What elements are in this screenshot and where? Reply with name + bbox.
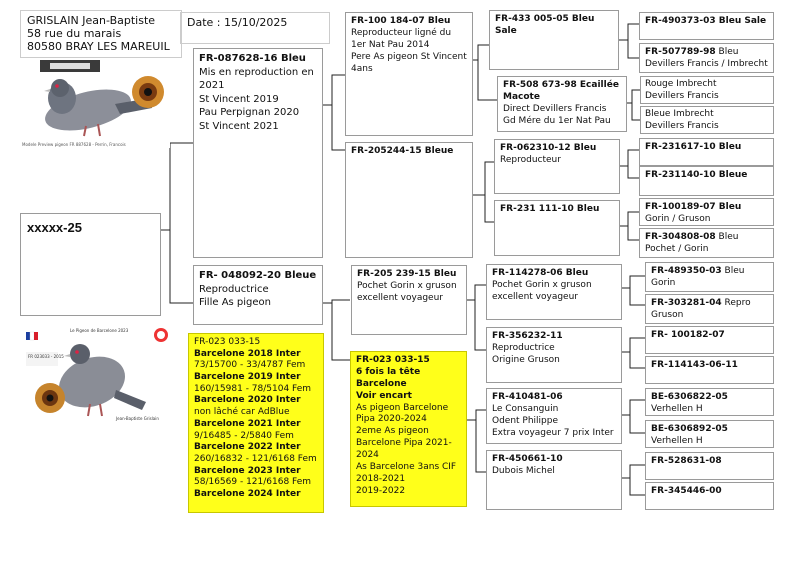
granddam-paternal-box: [345, 142, 473, 258]
g4-line2: Pochet / Gorin: [645, 243, 709, 254]
g4-box: [639, 138, 774, 166]
dds-line: Le Consanguin: [492, 403, 559, 414]
grandsire-paternal-box: [345, 12, 473, 136]
g4-line2: Devillers Francis: [645, 120, 719, 131]
sire-line: St Vincent 2021: [199, 120, 279, 132]
g4-ring: FR-345446-00: [651, 486, 722, 496]
g4-ring: FR-114143-06-11: [651, 360, 738, 370]
sire-line: St Vincent 2019: [199, 93, 279, 105]
g4-line2: Gorin / Gruson: [645, 213, 711, 224]
pigeon-photo-top: [20, 58, 170, 148]
g4-rest: Rouge Imbrecht: [645, 79, 717, 89]
g4-line2: Devillers Francis / Imbrecht: [645, 58, 768, 69]
g4-rest: Bleue Imbrecht: [645, 109, 714, 119]
dam-line: Fille As pigeon: [199, 297, 272, 308]
dam-results-ring: FR-023 033-15: [194, 337, 261, 347]
dds-line: Extra voyageur 7 prix Inter: [492, 427, 614, 438]
dss-line: excellent voyageur: [492, 291, 578, 302]
dd-line: As pigeon Barcelone Pipa 2020-2024: [356, 402, 449, 425]
g4-ring: FR- 100182-07: [651, 330, 725, 340]
dd-line: As Barcelone 3ans CIF 2018-2021: [356, 461, 457, 484]
ddd-line: Dubois Michel: [492, 465, 555, 476]
g4-ring: BE-6306822-05: [651, 392, 728, 402]
result-line: 58/16569 - 121/6168 Fem: [194, 477, 312, 488]
dds-ring: FR-410481-06: [492, 392, 563, 402]
sire-box: [193, 48, 323, 258]
g4-box: [639, 198, 774, 226]
g4-box: [639, 12, 774, 40]
owner-name: GRISLAIN Jean-Baptiste: [27, 14, 156, 27]
g4-rest: Bleu: [715, 47, 739, 57]
ds-line: excellent voyageur: [357, 292, 443, 303]
result-line: 260/16832 - 121/6168 Fem: [194, 453, 317, 464]
g4-box: [645, 482, 774, 510]
sds-line: Reproducteur: [500, 154, 561, 165]
g4-rest: Verhellen H: [651, 435, 703, 446]
result-line: Barcelone 2022 Inter: [194, 442, 301, 453]
result-line: non lâché car AdBlue: [194, 407, 290, 418]
g4-ring: FR-489350-03: [651, 266, 722, 276]
sdd-ring: FR-231 111-10 Bleu: [500, 204, 600, 214]
owner-block: [20, 10, 182, 58]
ssd-line: Gd Mére du 1er Nat Pau: [503, 115, 611, 126]
sire-line: Mis en reproduction en 2021: [199, 66, 314, 91]
g4-box: [645, 452, 774, 480]
g4-box: [640, 106, 774, 134]
g4-box: [639, 43, 774, 73]
ssd-ring: FR-508 673-98 Ecaillée Macote: [503, 80, 619, 102]
g4-box: [645, 294, 774, 324]
g4-box: [645, 262, 774, 292]
g4-ring: FR-231140-10 Bleue: [645, 170, 748, 180]
g3-sss-box: [489, 10, 619, 70]
g4-ring: FR-100189-07 Bleu: [645, 202, 742, 212]
photo-top-caption: Modele Preview pigeon FR 887628 - Perrin, Francois: [22, 142, 126, 147]
g4-rest: Verhellen H: [651, 403, 703, 414]
photo-bottom-ring: FR 023033 - 2015: [28, 354, 64, 359]
dam-results-box: [188, 333, 324, 513]
grandsire-maternal-box: [351, 265, 467, 335]
ss-ring: FR-100 184-07 Bleu: [351, 16, 451, 26]
dam-ring: FR- 048092-20 Bleue: [199, 270, 317, 281]
ss-line: Reproducteur ligné du 1er Nat Pau 2014: [351, 27, 452, 50]
g4-box: [645, 326, 774, 354]
dd-line: 2019-2022: [356, 485, 406, 496]
sds-ring: FR-062310-12 Bleu: [500, 143, 597, 153]
result-line: 9/16485 - 2/5840 Fem: [194, 430, 294, 441]
sss-ring: FR-433 005-05 Bleu Sale: [495, 14, 595, 36]
g4-ring: FR-507789-98: [645, 47, 716, 57]
g4-box: [645, 356, 774, 384]
dam-line: Reproductrice: [199, 283, 269, 295]
g4-ring: FR-304808-08: [645, 232, 716, 242]
g3-sds-box: [494, 139, 620, 194]
result-line: Barcelone 2024 Inter: [194, 488, 301, 499]
owner-city: 80580 BRAY LES MAREUIL: [27, 40, 170, 54]
g4-box: [645, 420, 774, 448]
g4-rest: Repro Gruson: [651, 298, 751, 320]
dd-bold-line: 6 fois la tête Barcelone: [356, 366, 421, 389]
ds-ring: FR-205 239-15 Bleu: [357, 269, 457, 279]
result-line: Barcelone 2020 Inter: [194, 395, 301, 406]
dd-bold-line: Voir encart: [356, 390, 412, 401]
g4-box: [639, 166, 774, 196]
sire-ring: FR-087628-16 Bleu: [199, 53, 306, 64]
g3-dss-box: [486, 264, 622, 320]
result-line: Barcelone 2018 Inter: [194, 348, 301, 359]
date-box: [180, 12, 330, 44]
photo-bottom-caption: Jean-Baptiste Grislain: [116, 416, 159, 421]
result-line: Barcelone 2021 Inter: [194, 418, 301, 429]
result-line: Barcelone 2023 Inter: [194, 465, 301, 476]
ssd-line: Direct Devillers Francis: [503, 103, 607, 114]
g4-line2: Devillers Francis: [645, 90, 719, 101]
g3-sdd-box: [494, 200, 620, 256]
sd-ring: FR-205244-15 Bleue: [351, 146, 454, 156]
owner-street: 58 rue du marais: [27, 27, 122, 41]
result-line: Barcelone 2019 Inter: [194, 372, 301, 383]
g3-dds-box: [486, 388, 622, 444]
dd-line: 2eme As pigeon Barcelone Pipa 2021-2024: [356, 426, 452, 460]
dss-line: Pochet Gorin x gruson: [492, 279, 592, 290]
g4-box: [639, 228, 774, 258]
sire-line: Pau Perpignan 2020: [199, 107, 300, 118]
result-line: 160/15981 - 78/5104 Fem: [194, 383, 312, 394]
dss-ring: FR-114278-06 Bleu: [492, 268, 589, 278]
ddd-ring: FR-450661-10: [492, 454, 563, 464]
subject-ring: xxxxx-25: [27, 220, 82, 235]
g4-ring: FR-231617-10 Bleu: [645, 142, 742, 152]
g3-dsd-box: [486, 327, 622, 383]
dsd-line: Reproductrice: [492, 342, 555, 353]
g4-rest: Bleu: [715, 232, 739, 242]
g3-ddd-box: [486, 450, 622, 510]
granddam-maternal-box: [350, 351, 467, 507]
dsd-ring: FR-356232-11: [492, 331, 563, 341]
dsd-line: Origine Gruson: [492, 354, 560, 365]
pigeon-photo-bottom: [20, 322, 180, 430]
g4-rest: Bleu Gorin: [651, 266, 745, 288]
g4-ring: BE-6306892-05: [651, 424, 728, 434]
dd-ring: FR-023 033-15: [356, 355, 430, 365]
ds-line: Pochet Gorin x gruson: [357, 280, 457, 291]
result-line: 73/15700 - 33/4787 Fem: [194, 360, 306, 371]
dam-box: [193, 265, 323, 325]
g4-box: [645, 388, 774, 416]
ss-line: Pere As pigeon St Vincent 4ans: [351, 51, 467, 74]
g3-ssd-box: [497, 76, 627, 132]
date-label: Date : 15/10/2025: [187, 16, 288, 29]
g4-ring: FR-490373-03 Bleu Sale: [645, 16, 767, 26]
g4-box: [640, 76, 774, 104]
dds-line: Odent Philippe: [492, 415, 559, 426]
photo-bottom-title: Le Pigeon de Barcelone 2023: [70, 328, 129, 333]
g4-ring: FR-528631-08: [651, 456, 722, 466]
g4-ring: FR-303281-04: [651, 298, 722, 308]
subject-box: [20, 213, 161, 316]
